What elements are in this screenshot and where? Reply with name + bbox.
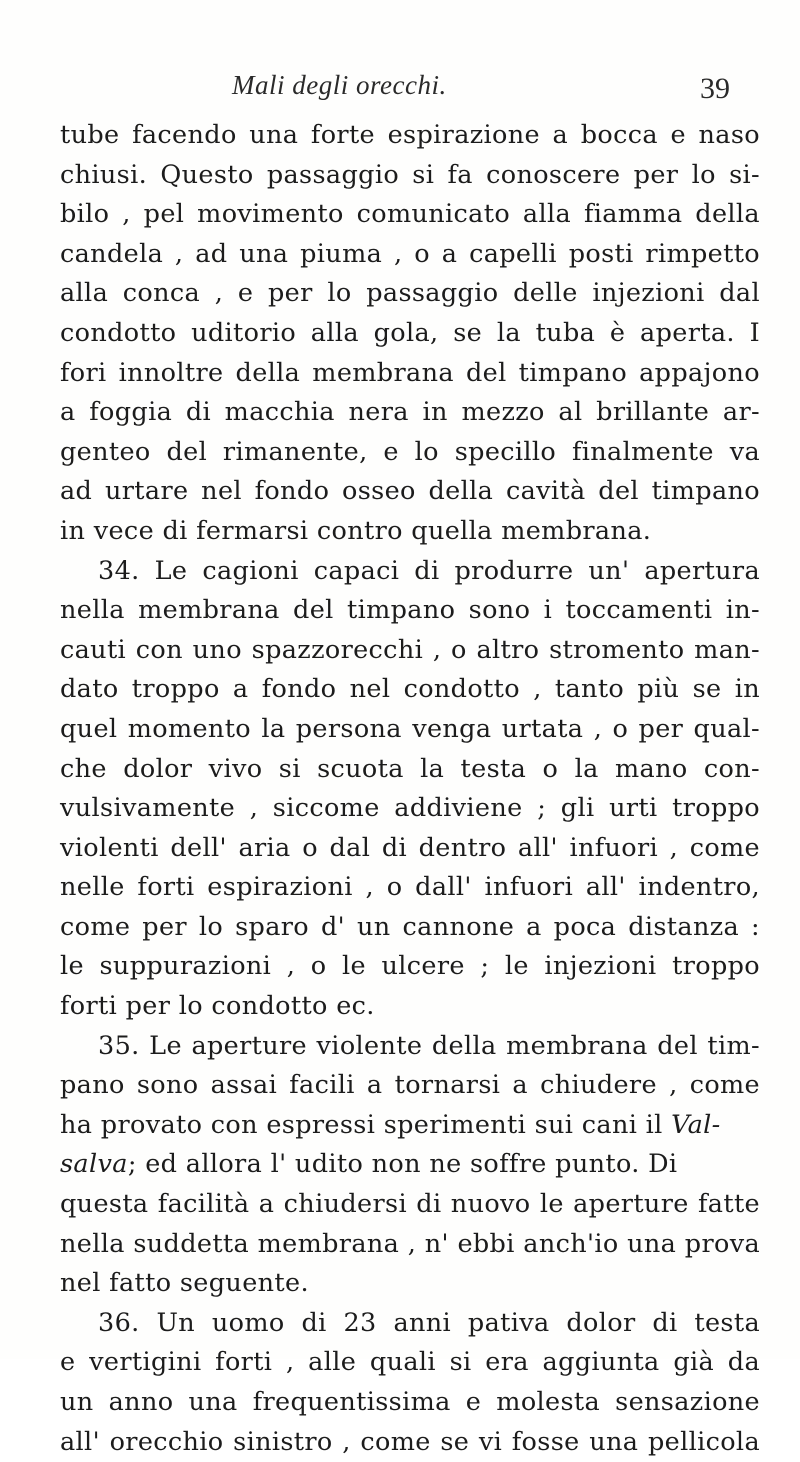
page-number: 39 [700, 72, 730, 105]
text-line: nella membrana del timpano sono i toccamenti in- [60, 595, 760, 626]
text-line: candela , ad una piuma , o a capelli posti rimpetto [60, 238, 760, 269]
body-text [60, 116, 760, 1462]
text-line-start: ha provato con espressi sperimenti sui cani il [60, 1109, 663, 1140]
text-line: nelle forti espirazioni , o dall' infuori all' indentro, [60, 872, 760, 903]
text-line: pano sono assai facili a tornarsi a chiudere , come [60, 1070, 760, 1101]
text-line: vulsivamente , siccome addiviene ; gli urti troppo [60, 793, 760, 824]
text-line: condotto uditorio alla gola, se la tuba è aperta. I [60, 317, 760, 348]
text-line: nella suddetta membrana , n' ebbi anch'io una prova [60, 1228, 760, 1259]
text-line: che dolor vivo si scuota la testa o la mano con- [60, 753, 760, 784]
text-line: genteo del rimanente, e lo specillo finalmente va [60, 436, 760, 467]
text-line: a foggia di macchia nera in mezzo al brillante ar- [60, 397, 760, 428]
text-line: come per lo sparo d' un cannone a poca distanza : [60, 911, 760, 942]
text-line-with-name [60, 1106, 760, 1146]
text-line: forti per lo condotto ec. [60, 991, 375, 1022]
text-line: tube facendo una forte espirazione a bocca e naso [60, 120, 760, 150]
text-line: chiusi. Questo passaggio si fa conoscere per lo si- [60, 159, 760, 190]
section-35-first-line: 35. Le aperture violente della membrana del tim- [98, 1030, 760, 1061]
text-line-with-name [60, 1145, 760, 1185]
text-line: le suppurazioni , o le ulcere ; le injezioni troppo [60, 951, 760, 982]
text-line: all' orecchio sinistro , come se vi fosse una pellicola [60, 1426, 760, 1457]
text-line: e vertigini forti , alle quali si era aggiunta già da [60, 1347, 760, 1378]
running-title: Mali degli orecchi. [232, 70, 447, 100]
italic-name-valsalva-part2: salva [60, 1149, 128, 1180]
running-head [0, 70, 800, 110]
section-36-first-line: 36. Un uomo di 23 anni pativa dolor di testa [98, 1307, 760, 1338]
text-line: violenti dell' aria o dal di dentro all' infuori , come [60, 832, 760, 863]
text-line: bilo , pel movimento comunicato alla fiamma della [60, 199, 760, 230]
text-line: cauti con uno spazzorecchi , o altro stromento man- [60, 634, 760, 665]
text-line: dato troppo a fondo nel condotto , tanto più se in [60, 674, 760, 705]
text-line: un anno una frequentissima e molesta sensazione [60, 1387, 760, 1417]
text-line: questa facilità a chiudersi di nuovo le aperture fatte [60, 1189, 760, 1220]
text-line: in vece di fermarsi contro quella membrana. [60, 515, 652, 546]
italic-name-valsalva-part1: Val- [671, 1109, 721, 1140]
text-line: nel fatto seguente. [60, 1268, 309, 1299]
section-34-first-line: 34. Le cagioni capaci di produrre un' apertura [98, 555, 760, 586]
text-line: quel momento la persona venga urtata , o per qual- [60, 713, 760, 744]
text-line: fori innoltre della membrana del timpano appajono [60, 357, 760, 388]
text-line-rest: ; ed allora l' udito non ne soffre punto. Di [127, 1149, 678, 1180]
text-line: alla conca , e per lo passaggio delle injezioni dal [60, 278, 760, 309]
text-line: ad urtare nel fondo osseo della cavità del timpano [60, 476, 760, 507]
